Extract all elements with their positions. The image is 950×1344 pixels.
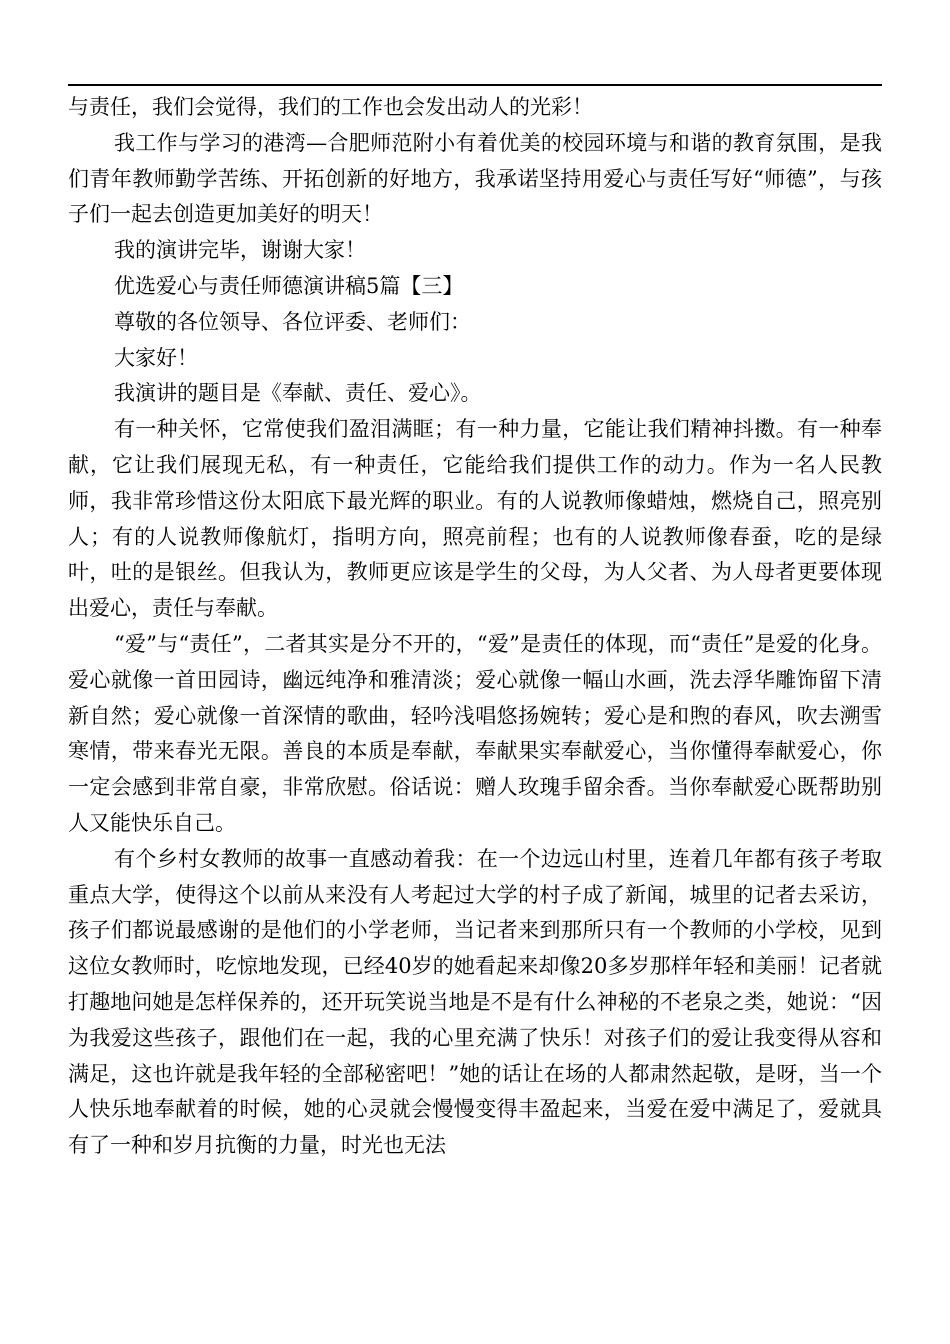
paragraph-love-responsibility: “爱”与“责任”，二者其实是分不开的，“爱”是责任的体现，而“责任”是爱的化身。爱心就像一首田园诗，幽远纯净和雅清淡；爱心就像一幅山水画，洗去浮华雕饰留下清新自然；爱心就像一首深情的歌曲，轻吟浅唱悠扬婉转；爱心是和煦的春风，吹去溯雪寒情，带来春光无限。善良的本质是奉献，奉献果实奉献爱心，当你懂得奉献爱心，你一定会感到非常自豪，非常欣慰。俗话说：赠人玫瑰手留余香。当你奉献爱心既帮助别人又能快乐自己。	[68, 631, 882, 835]
document-page	[68, 84, 882, 1164]
document-body	[68, 90, 882, 1164]
paragraph-continuation: 与责任，我们会觉得，我们的工作也会发出动人的光彩！	[68, 95, 593, 119]
header-rule	[68, 84, 882, 86]
paragraph-rural-teacher: 有个乡村女教师的故事一直感动着我：在一个边远山村里，连着几年都有孩子考取重点大学，使得这个以前从来没有人考起过大学的村子成了新闻，城里的记者去采访，孩子们都说最感谢的是他们的小学老师，当记者来到那所只有一个教师的小学校，见到这位女教师时，吃惊地发现，已经40岁的她看起来却像20多岁那样年轻和美丽！记者就打趣地问她是怎样保养的，还开玩笑说当地是不是有什么神秘的不老泉之类，她说：“因为我爱这些孩子，跟他们在一起，我的心里充满了快乐！对孩子们的爱让我变得从容和满足，这也许就是我年轻的全部秘密吧！”她的话让在场的人都肃然起敬，是呀，当一个人快乐地奉献着的时候，她的心灵就会慢慢变得丰盈起来，当爱在爱中满足了，爱就具有了一种和岁月抗衡的力量，时光也无法	[68, 846, 882, 1158]
paragraph-greeting: 大家好！	[114, 345, 198, 370]
paragraph-salutation: 尊敬的各位领导、各位评委、老师们：	[114, 309, 471, 334]
paragraph-care: 有一种关怀，它常使我们盈泪满眶；有一种力量，它能让我们精神抖擞。有一种奉献，它让我们展现无私，有一种责任，它能给我们提供工作的动力。作为一名人民教师，我非常珍惜这份太阳底下最光辉的职业。有的人说教师像蜡烛，燃烧自己，照亮别人；有的人说教师像航灯，指明方向，照亮前程；也有的人说教师像春蚕，吃的是绿叶，吐的是银丝。但我认为，教师更应该是学生的父母，为人父者、为人母者更要体现出爱心，责任与奉献。	[68, 417, 882, 621]
paragraph-closing: 我的演讲完毕，谢谢大家！	[114, 238, 366, 263]
section-heading: 优选爱心与责任师德演讲稿5篇【三】	[114, 273, 464, 298]
paragraph-school: 我工作与学习的港湾—合肥师范附小有着优美的校园环境与和谐的教育氛围，是我们青年教师勤学苦练、开拓创新的好地方，我承诺坚持用爱心与责任写好“师德”，与孩子们一起去创造更加美好的明天！	[68, 130, 882, 227]
paragraph-topic: 我演讲的题目是《奉献、责任、爱心》。	[114, 381, 482, 406]
